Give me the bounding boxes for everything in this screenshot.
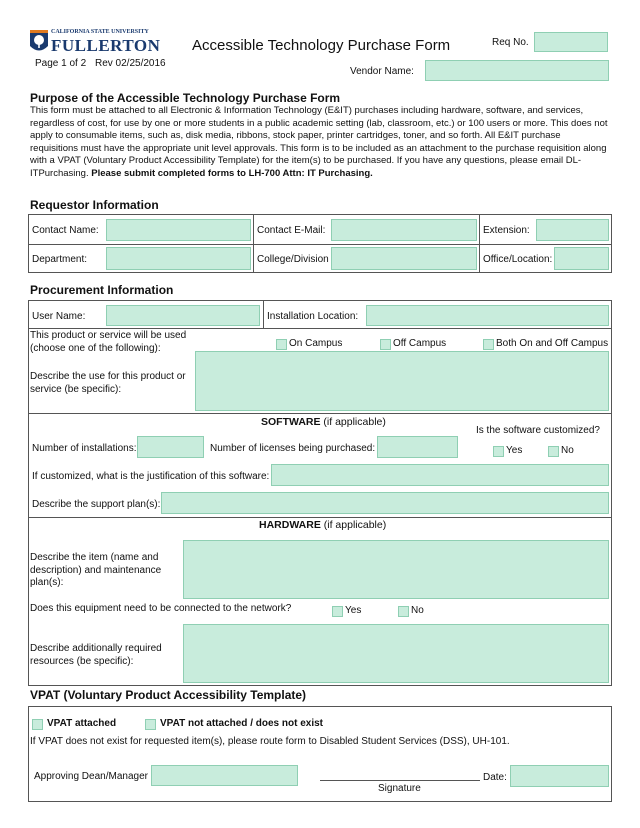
vendor-field[interactable] [425,60,609,81]
procurement-heading: Procurement Information [30,283,174,297]
licenses-field[interactable] [377,436,458,458]
justification-field[interactable] [271,464,609,486]
vendor-label: Vendor Name: [350,66,414,77]
vpat-not-attached-label: VPAT not attached / does not exist [160,718,323,729]
requestor-heading: Requestor Information [30,198,159,212]
purpose-submit-note: Please submit completed forms to LH-700 Attn: IT Purchasing. [91,167,373,179]
department-label: Department: [32,254,88,265]
hardware-heading-text: HARDWARE [259,519,321,531]
network-yes-checkbox[interactable] [332,606,343,617]
vpat-attached-checkbox[interactable] [32,719,43,730]
network-question: Does this equipment need to be connected to the network? [30,603,292,614]
network-no-checkbox[interactable] [398,606,409,617]
contact-name-label: Contact Name: [32,225,99,236]
signature-label: Signature [378,783,421,794]
office-field[interactable] [554,247,609,270]
installations-field[interactable] [137,436,204,458]
support-plan-field[interactable] [161,492,609,514]
describe-item-field[interactable] [183,540,609,599]
vpat-note: If VPAT does not exist for requested item(s), please route form to Disabled Student Services (DSS), UH-101. [30,736,510,747]
date-label: Date: [483,772,507,783]
contact-email-label: Contact E-Mail: [257,225,326,236]
purpose-body: This form must be attached to all Electronic & Information Technology (E&IT) purchases including hardware, software, and services, regardless of cost, for use by one or more students in a public academic setting (lab, classroom, etc.) or 100 users or more. This does not apply to consumable items, such as, disk media, ribbons, stock paper, printer cartridges, toner, and so forth. All E&IT purchase requisitions must have the appropriate unit level approvals. This form is to be included as an attachment to the purchase requisition along with a VPAT (Voluntary Product Accessibility Template) for the item(s) to be purchased. If you have any questions, please email DL-ITPurchasing. [30,105,608,179]
vpat-heading: VPAT (Voluntary Product Accessibility Template) [30,688,307,702]
university-logo [29,29,161,57]
software-no-label: No [561,445,574,456]
page-info: Page 1 of 2 [35,58,87,69]
software-heading-suffix: (if applicable) [320,416,386,428]
purpose-heading: Purpose of the Accessible Technology Purchase Form [30,91,341,105]
purpose-text [30,105,610,180]
on-campus-checkbox[interactable] [276,339,287,350]
tree-seal-icon [29,29,49,55]
user-name-label: User Name: [32,311,86,322]
installations-label: Number of installations: [32,443,137,454]
contact-email-field[interactable] [331,219,477,241]
signature-line [320,780,480,781]
req-no-field[interactable] [534,32,608,52]
install-location-label: Installation Location: [267,311,359,322]
extension-label: Extension: [483,225,530,236]
both-campus-checkbox[interactable] [483,339,494,350]
hardware-heading-suffix: (if applicable) [320,519,387,531]
date-field[interactable] [510,765,609,787]
off-campus-checkbox[interactable] [380,339,391,350]
page-title: Accessible Technology Purchase Form [192,37,451,54]
department-field[interactable] [106,247,251,270]
approver-field[interactable] [151,765,298,786]
resources-field[interactable] [183,624,609,683]
user-name-field[interactable] [106,305,260,326]
off-campus-label: Off Campus [393,338,447,349]
install-location-field[interactable] [366,305,609,326]
contact-name-field[interactable] [106,219,251,241]
justification-label: If customized, what is the justification of this software: [32,471,270,482]
revision-date: Rev 02/25/2016 [95,58,166,69]
req-no-label: Req No. [492,37,529,48]
licenses-label: Number of licenses being purchased: [210,443,376,454]
network-yes-label: Yes [345,605,362,616]
software-heading-text: SOFTWARE [261,416,321,428]
college-field[interactable] [331,247,477,270]
approver-label: Approving Dean/Manager [34,771,148,782]
vpat-not-attached-checkbox[interactable] [145,719,156,730]
extension-field[interactable] [536,219,609,241]
software-yes-label: Yes [506,445,523,456]
describe-item-label: Describe the item (name and description) and maintenance plan(s): [30,552,162,588]
hardware-heading [259,519,386,531]
office-label: Office/Location: [483,254,553,265]
software-no-checkbox[interactable] [548,446,559,457]
software-heading [261,416,386,428]
college-label: College/Division [257,254,329,265]
network-no-label: No [411,605,424,616]
software-yes-checkbox[interactable] [493,446,504,457]
vpat-attached-label: VPAT attached [47,718,117,729]
logo-line1: CALIFORNIA STATE UNIVERSITY [51,29,149,35]
logo-line2: FULLERTON [51,36,161,55]
resources-label: Describe additionally required resources (be specific): [30,643,162,667]
describe-use-label: Describe the use for this product or service (be specific): [30,371,186,395]
on-campus-label: On Campus [289,338,343,349]
describe-use-field[interactable] [195,351,609,411]
support-plan-label: Describe the support plan(s): [32,499,161,510]
both-campus-label: Both On and Off Campus [496,338,609,349]
software-customized-question: Is the software customized? [476,425,600,436]
use-question-label: This product or service will be used (choose one of the following): [30,330,187,354]
